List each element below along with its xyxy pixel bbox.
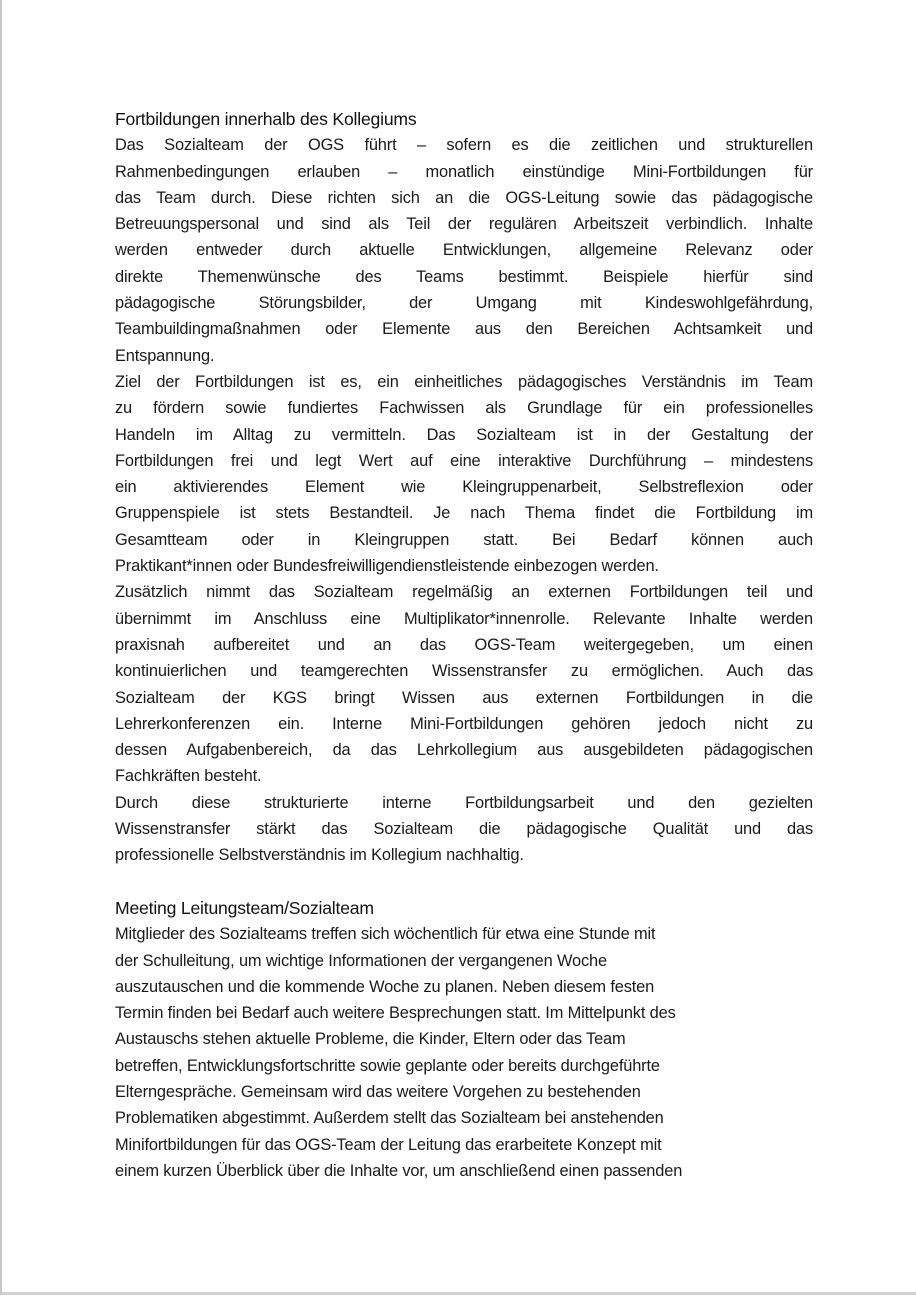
paragraph-2 — [115, 369, 813, 579]
text-line: Betreuungspersonal und sind als Teil der regulären Arbeitszeit verbindlich. Inhalte — [115, 215, 813, 234]
text-line: das Team durch. Diese richten sich an die OGS-Leitung sowie das pädagogische — [115, 188, 813, 207]
text-line: ein aktivierendes Element wie Kleingruppenarbeit, Selbstreflexion oder — [115, 478, 813, 497]
text-line: Elterngespräche. Gemeinsam wird das weitere Vorgehen zu bestehenden — [115, 1082, 641, 1101]
paragraph-3 — [115, 579, 813, 789]
text-line: einem kurzen Überblick über die Inhalte vor, um anschließend einen passenden — [115, 1161, 683, 1180]
text-line: Austauschs stehen aktuelle Probleme, die Kinder, Eltern oder das Team — [115, 1030, 626, 1049]
text-line: übernimmt im Anschluss eine Multiplikator*innenrolle. Relevante Inhalte werden — [115, 609, 813, 628]
text-line: Gruppenspiele ist stets Bestandteil. Je nach Thema findet die Fortbildung im — [115, 504, 813, 523]
paragraph-1 — [115, 132, 813, 369]
text-line: praxisnah aufbereitet und an das OGS-Team weitergegeben, um einen — [115, 635, 813, 654]
text-line: dessen Aufgabenbereich, da das Lehrkollegium aus ausgebildeten pädagogischen — [115, 741, 813, 760]
text-line: pädagogische Störungsbilder, der Umgang mit Kindeswohlgefährdung, — [115, 294, 813, 313]
text-line: direkte Themenwünsche des Teams bestimmt. Beispiele hierfür sind — [115, 267, 813, 286]
text-line: Problematiken abgestimmt. Außerdem stellt das Sozialteam bei anstehenden — [115, 1109, 664, 1128]
text-line: Rahmenbedingungen erlauben – monatlich einstündige Mini-Fortbildungen für — [115, 162, 813, 181]
text-line: Handeln im Alltag zu vermitteln. Das Sozialteam ist in der Gestaltung der — [115, 425, 813, 444]
section-heading-meeting: Meeting Leitungsteam/Sozialteam — [115, 897, 374, 918]
text-line: werden entweder durch aktuelle Entwicklungen, allgemeine Relevanz oder — [115, 241, 813, 260]
text-line: Entspannung. — [115, 346, 215, 365]
text-line: Minifortbildungen für das OGS-Team der Leitung das erarbeitete Konzept mit — [115, 1135, 662, 1154]
text-line: Teambuildingmaßnahmen oder Elemente aus den Bereichen Achtsamkeit und — [115, 320, 813, 339]
text-line: Zusätzlich nimmt das Sozialteam regelmäßig an externen Fortbildungen teil und — [115, 583, 813, 602]
document-body — [115, 106, 813, 1184]
text-line: Durch diese strukturierte interne Fortbildungsarbeit und den gezielten — [115, 793, 813, 812]
text-line: Ziel der Fortbildungen ist es, ein einheitliches pädagogisches Verständnis im Team — [115, 372, 813, 391]
text-line: Termin finden bei Bedarf auch weitere Besprechungen statt. Im Mittelpunkt des — [115, 1004, 676, 1023]
text-line: Praktikant*innen oder Bundesfreiwilligendienstleistende einbezogen werden. — [115, 557, 659, 576]
text-line: professionelle Selbstverständnis im Kollegium nachhaltig. — [115, 846, 524, 865]
paragraph-4 — [115, 790, 813, 869]
text-line: kontinuierlichen und teamgerechten Wissenstransfer zu ermöglichen. Auch das — [115, 662, 813, 681]
text-line: der Schulleitung, um wichtige Informationen der vergangenen Woche — [115, 951, 607, 970]
section-spacer — [115, 869, 813, 895]
text-line: Gesamtteam oder in Kleingruppen statt. Bei Bedarf können auch — [115, 530, 813, 549]
text-line: Mitglieder des Sozialteams treffen sich wöchentlich für etwa eine Stunde mit — [115, 925, 656, 944]
text-line: auszutauschen und die kommende Woche zu planen. Neben diesem festen — [115, 977, 655, 996]
text-line: Fachkräften besteht. — [115, 767, 262, 786]
text-line: Das Sozialteam der OGS führt – sofern es die zeitlichen und strukturellen — [115, 136, 813, 155]
text-line: Fortbildungen frei und legt Wert auf eine interaktive Durchführung – mindestens — [115, 451, 813, 470]
text-line: Sozialteam der KGS bringt Wissen aus externen Fortbildungen in die — [115, 688, 813, 707]
text-line: betreffen, Entwicklungsfortschritte sowie geplante oder bereits durchgeführte — [115, 1056, 660, 1075]
text-line: zu fördern sowie fundiertes Fachwissen als Grundlage für ein professionelles — [115, 399, 813, 418]
paragraph-5 — [115, 921, 813, 1184]
section-heading-fortbildungen: Fortbildungen innerhalb des Kollegiums — [115, 109, 417, 129]
text-line: Lehrerkonferenzen ein. Interne Mini-Fortbildungen gehören jedoch nicht zu — [115, 714, 813, 733]
text-line: Wissenstransfer stärkt das Sozialteam die pädagogische Qualität und das — [115, 820, 813, 839]
